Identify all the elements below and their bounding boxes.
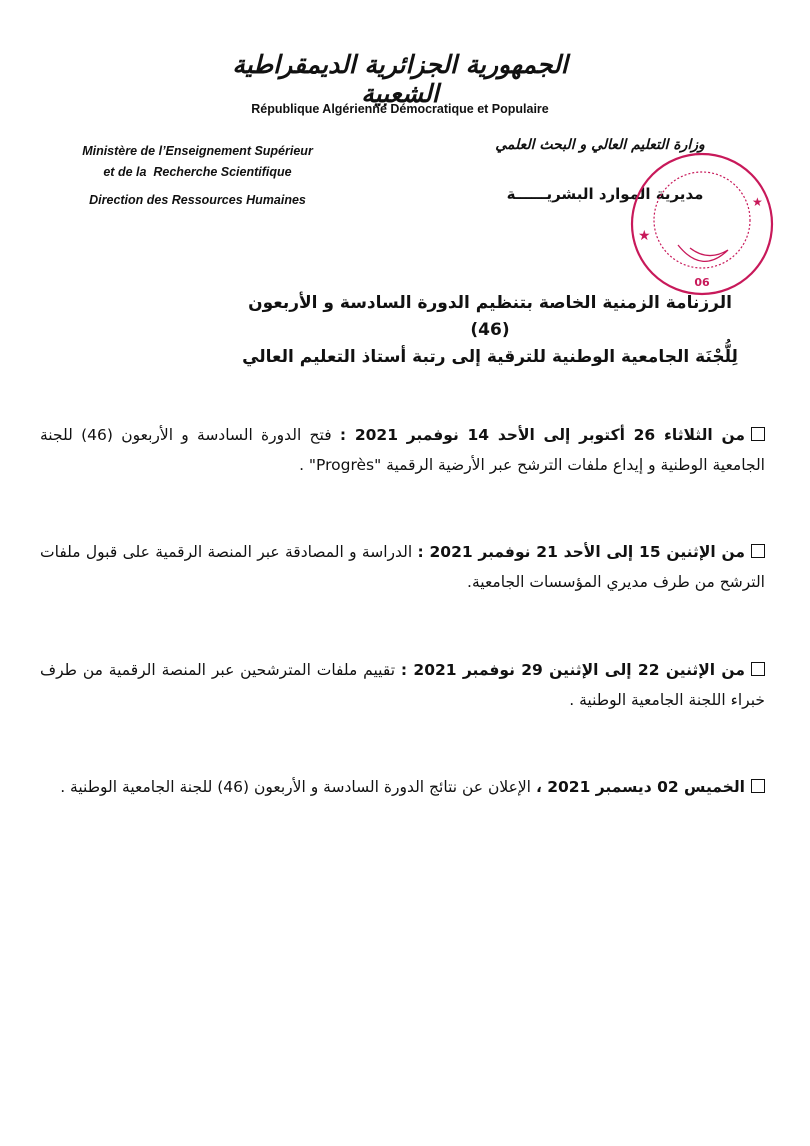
ministry-french-line2: et de la Recherche Scientifique [103,165,292,179]
crescent-icon [678,245,728,261]
document-title [230,290,750,371]
direction-arabic: مديرية الموارد البشريــــــة [506,185,704,203]
schedule-item [40,655,765,715]
checkbox-icon [751,544,765,558]
republic-arabic-heading: الجمهورية الجزائرية الديمقراطية الشعبية [232,50,568,108]
schedule-item [40,537,765,597]
direction-french: Direction des Ressources Humaines [89,193,306,207]
document-title-line2: لِلُّجْنَة الجامعية الوطنية للترقية إلى رتبة أستاذ التعليم العالي [242,347,738,367]
schedule-item-date: من الإثنين 22 إلى الإثنين 29 نوفمبر 2021 : [400,661,745,679]
checkbox-icon [751,662,765,676]
schedule-item-date: من الثلاثاء 26 أكتوبر إلى الأحد 14 نوفمبر 2021 : [339,426,746,444]
checkbox-icon [751,779,765,793]
schedule-item-text: تقييم ملفات المترشحين عبر المنصة الرقمية من طرف خبراء اللجنة الجامعية الوطنية . [40,661,765,709]
ministry-french-line1: Ministère de l’Enseignement Supérieur [82,144,313,158]
ministry-french [60,141,335,183]
schedule-item-text: الدراسة و المصادقة عبر المنصة الرقمية على قبول ملفات الترشح من طرف مديري المؤسسات الجامعية. [40,543,765,591]
stamp-inner-ring [654,172,750,268]
stamp-outer-ring [632,154,772,294]
schedule-item [40,772,765,802]
schedule-item-date: من الإثنين 15 إلى الأحد 21 نوفمبر 2021 : [417,543,746,561]
document-title-line1: الرزنامة الزمنية الخاصة بتنظيم الدورة السادسة و الأربعون (46) [248,293,732,340]
schedule-item-date: الخميس 02 ديسمبر 2021 ، [535,778,745,796]
schedule-item-text: فتح الدورة السادسة و الأربعون (46) للجنة الجامعية الوطنية و إيداع ملفات الترشح عبر الأرضية الرقمية "Progrès" . [40,426,765,474]
republic-french-heading: République Algérienne Démocratique et Populaire [251,102,549,116]
checkbox-icon [751,427,765,441]
ministry-arabic: وزارة التعليم العالي و البحث العلمي [495,137,705,153]
stamp-number: 06 [694,276,710,289]
schedule-item-text: الإعلان عن نتائج الدورة السادسة و الأربعون (46) للجنة الجامعية الوطنية . [60,778,531,796]
stamp-star-left-icon: ★ [638,228,651,244]
schedule-item [40,420,765,480]
official-stamp [628,150,776,298]
stamp-star-right-icon: ★ [752,195,763,209]
